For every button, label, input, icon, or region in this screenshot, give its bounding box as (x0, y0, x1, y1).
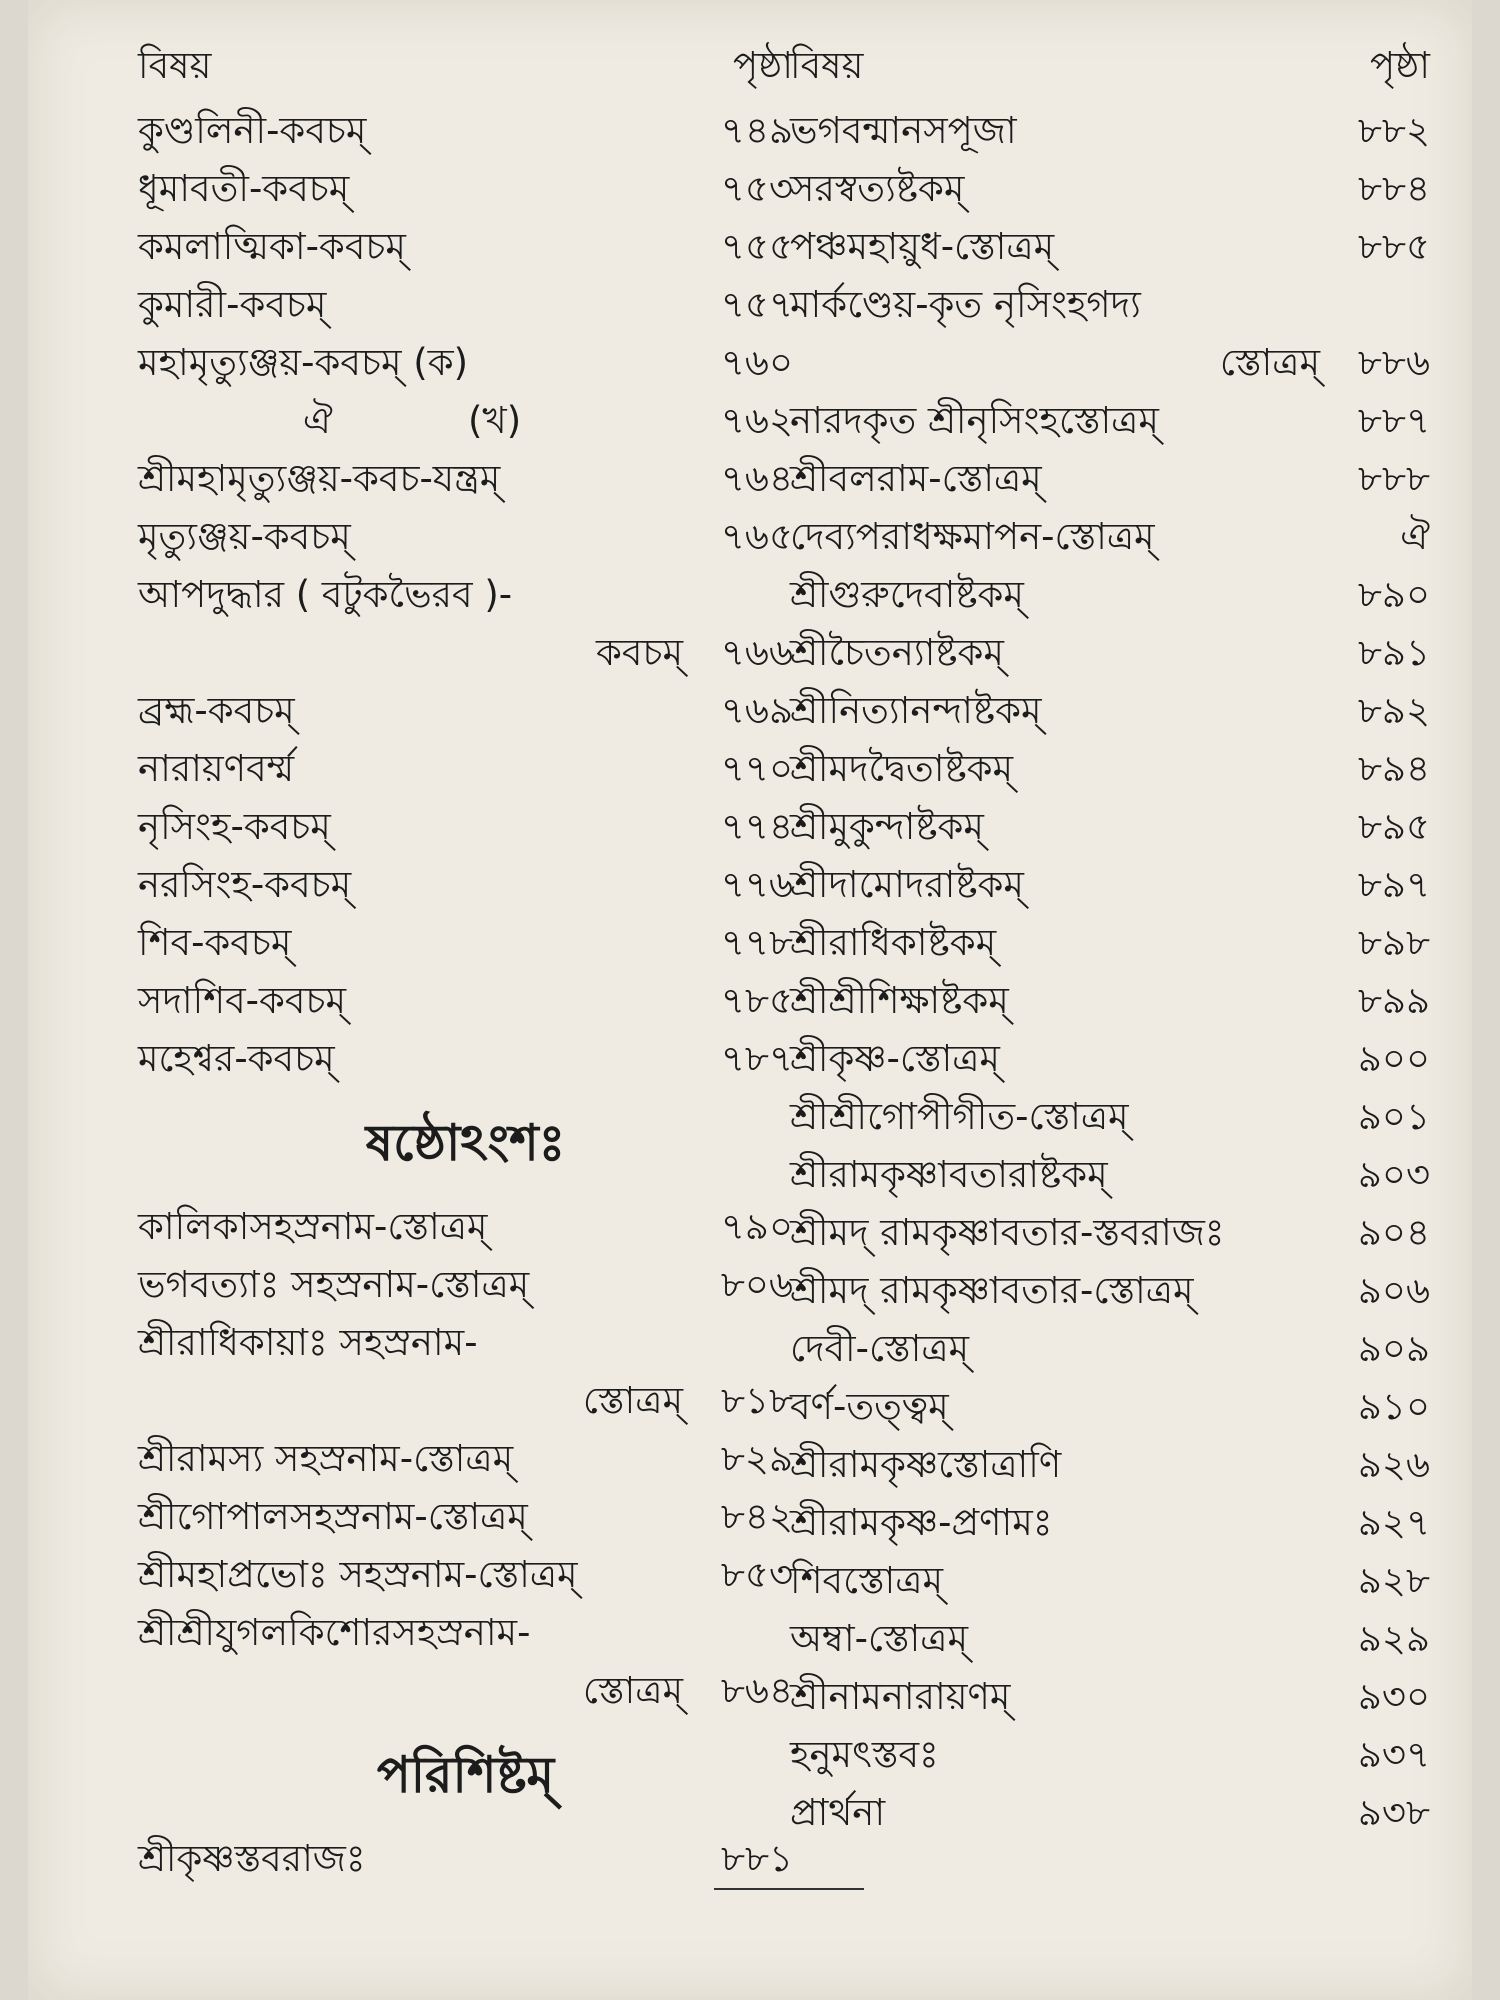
toc-entry (790, 856, 1430, 914)
entry-title: শ্রীনিত্যানন্দাষ্টকম্ (790, 689, 1042, 732)
section-heading (138, 1720, 793, 1830)
entry-page: ৭৬২ (720, 399, 793, 442)
toc-entry (790, 276, 1430, 334)
entry-page: ৯২৬ (1357, 1443, 1430, 1486)
entry-title: শিবস্তোত্রম্ (790, 1559, 944, 1602)
entry-page: ৮৮৮ (1357, 457, 1430, 500)
left-column (138, 30, 793, 1888)
entry-title: শ্রীকৃষ্ণস্তবরাজঃ (138, 1837, 366, 1880)
entry-title: প্রার্থনা (790, 1791, 886, 1834)
entry-page: ৯২৮ (1357, 1559, 1430, 1602)
toc-entry (790, 1436, 1430, 1494)
toc-entry-continuation (138, 1662, 793, 1720)
toc-entry (790, 508, 1430, 566)
entry-page: ৯০৬ (1357, 1269, 1430, 1312)
entry-page: ৯০৪ (1357, 1211, 1430, 1254)
toc-entry (790, 1378, 1430, 1436)
entry-page: ৯৩৭ (1357, 1733, 1430, 1776)
toc-entry (790, 1726, 1430, 1784)
entry-page: ৮৯৪ (1357, 747, 1430, 790)
entry-page: ৮৮১ (720, 1837, 793, 1880)
toc-entry (790, 1320, 1430, 1378)
entry-title: শ্রীমদদ্বৈতাষ্টকম্ (790, 747, 1014, 790)
toc-entry (138, 1314, 793, 1372)
entry-title: মার্কণ্ডেয়-কৃত নৃসিংহগদ্য (790, 283, 1141, 326)
toc-entry (790, 914, 1430, 972)
entry-title: শ্রীনামনারায়ণম্ (790, 1675, 1011, 1718)
entry-title: শ্রীমদ্ রামকৃষ্ণাবতার-স্তবরাজঃ (790, 1211, 1225, 1254)
entry-title: শ্রীগোপালসহস্রনাম-স্তোত্রম্ (138, 1495, 528, 1538)
entry-page: ৯০৯ (1357, 1327, 1430, 1370)
toc-entry (790, 682, 1430, 740)
entry-title: শ্রীরামস্য সহস্রনাম-স্তোত্রম্ (138, 1437, 514, 1480)
toc-entry (138, 160, 793, 218)
entry-title: শ্রীচৈতন্যাষ্টকম্ (790, 631, 1004, 674)
entry-title: হনুমৎস্তবঃ (790, 1733, 939, 1776)
subject-heading: বিষয় (790, 44, 864, 87)
toc-entry (790, 218, 1430, 276)
right-column (790, 30, 1430, 1842)
toc-entry (138, 334, 793, 392)
page-heading: পৃষ্ঠা (733, 44, 793, 87)
entry-page: ৮৫৩ (720, 1553, 793, 1596)
toc-entry (790, 566, 1430, 624)
entry-page: ৮৮৬ (1357, 341, 1430, 384)
toc-entry (138, 276, 793, 334)
toc-entry (138, 508, 793, 566)
entry-page: ৮৬৪ (720, 1669, 793, 1712)
entry-page: ৭৯০ (720, 1205, 793, 1248)
toc-entry (790, 972, 1430, 1030)
toc-entry (790, 740, 1430, 798)
entry-title: শ্রীমহাপ্রভোঃ সহস্রনাম-স্তোত্রম্ (138, 1553, 578, 1596)
entry-page: ৮৯৮ (1357, 921, 1430, 964)
toc-entry (138, 1604, 793, 1662)
entry-page: ৮০৬ (720, 1263, 793, 1306)
entry-title: সরস্বত্যষ্টকম্ (790, 167, 965, 210)
toc-entry (138, 1430, 793, 1488)
toc-entry (790, 624, 1430, 682)
entry-page: ৭৬৫ (720, 515, 793, 558)
toc-entry (138, 856, 793, 914)
toc-entry (790, 1784, 1430, 1842)
entry-page: ৭৭৮ (720, 921, 793, 964)
entry-title: শ্রীশ্রীশিক্ষাষ্টকম্ (790, 979, 1009, 1022)
entry-title: শ্রীশ্রীগোপীগীত-স্তোত্রম্ (790, 1095, 1129, 1138)
entry-title: ভগবন্মানসপূজা (790, 109, 1017, 152)
entry-page: ৭৮৫ (720, 979, 793, 1022)
entry-title: শ্রীগুরুদেবাষ্টকম্ (790, 573, 1024, 616)
entry-page: ঐ (1400, 515, 1430, 558)
toc-entry (790, 1146, 1430, 1204)
entry-page: ৭৪৯ (720, 109, 793, 152)
entry-title: কমলাত্মিকা-কবচম্ (138, 225, 406, 268)
entry-page: ৮৯৯ (1357, 979, 1430, 1022)
subject-heading: বিষয় (138, 44, 212, 87)
toc-entry (138, 682, 793, 740)
entry-page: ৭৬৪ (720, 457, 793, 500)
entry-title: কুমারী-কবচম্ (138, 283, 327, 326)
entry-page: ৭৫৫ (720, 225, 793, 268)
toc-entry (790, 1204, 1430, 1262)
toc-entry (138, 1488, 793, 1546)
entry-page: ৯৩০ (1357, 1675, 1430, 1718)
toc-entry (790, 450, 1430, 508)
entry-title: নারদকৃত শ্রীনৃসিংহস্তোত্রম্ (790, 399, 1159, 442)
entry-page: ৮৮৪ (1357, 167, 1430, 210)
entry-title: শ্রীরামকৃষ্ণস্তোত্রাণি (790, 1443, 1062, 1486)
entry-title: নারায়ণবর্ম্ম (138, 747, 295, 790)
entry-title: মৃত্যুঞ্জয়-কবচম্ (138, 515, 351, 558)
entry-title: নরসিংহ-কবচম্ (138, 863, 352, 906)
entry-title: শ্রীমহামৃত্যুঞ্জয়-কবচ-যন্ত্রম্ (138, 457, 501, 500)
toc-entry (790, 160, 1430, 218)
entry-title: দেব্যপরাধক্ষমাপন-স্তোত্রম্ (790, 515, 1155, 558)
toc-entry (138, 972, 793, 1030)
toc-entry (790, 798, 1430, 856)
entry-page: ৮৯০ (1357, 573, 1430, 616)
entry-page: ৭৮৭ (720, 1037, 793, 1080)
entry-page: ৮১৮ (720, 1379, 793, 1422)
entry-title: শ্রীমুকুন্দাষ্টকম্ (790, 805, 984, 848)
toc-entry (790, 102, 1430, 160)
entry-title: পঞ্চমহায়ুধ-স্তোত্রম্ (790, 225, 1055, 268)
entry-title: শ্রীরামকৃষ্ণাবতারাষ্টকম্ (790, 1153, 1108, 1196)
entry-page: ৮৯৭ (1357, 863, 1430, 906)
entry-page: ৮৯২ (1357, 689, 1430, 732)
toc-entry (138, 102, 793, 160)
entry-title: কালিকাসহস্রনাম-স্তোত্রম্ (138, 1205, 488, 1248)
toc-entry-continuation (138, 1372, 793, 1430)
toc-entry (138, 1546, 793, 1604)
entry-page: ৭৫৭ (720, 283, 793, 326)
entry-page: ৯০৩ (1357, 1153, 1430, 1196)
entry-page: ৭৬৯ (720, 689, 793, 732)
toc-entry (138, 1198, 793, 1256)
toc-entry (138, 798, 793, 856)
entry-page: ৭৬৬ (720, 631, 793, 674)
entry-title: মহেশ্বর-কবচম্ (138, 1037, 335, 1080)
entry-title: শ্রীমদ্ রামকৃষ্ণাবতার-স্তোত্রম্ (790, 1269, 1194, 1312)
entry-page: ৯০১ (1357, 1095, 1430, 1138)
entry-page: ৯১০ (1357, 1385, 1430, 1428)
entry-title: শ্রীরাধিকায়াঃ সহস্রনাম- (138, 1321, 478, 1364)
toc-entry (138, 914, 793, 972)
entry-title: শ্রীশ্রীযুগলকিশোরসহস্রনাম- (138, 1611, 531, 1654)
entry-page: ৭৫৩ (720, 167, 793, 210)
entry-page: ৮৮৭ (1357, 399, 1430, 442)
entry-title: স্তোত্রম্ (1219, 341, 1320, 384)
entry-title: স্তোত্রম্ (582, 1669, 683, 1712)
toc-entry (790, 1088, 1430, 1146)
ditto-mark: ঐ (303, 399, 333, 442)
entry-sub-label: (খ) (468, 399, 522, 442)
entry-page: ৭৭৬ (720, 863, 793, 906)
entry-page: ৮৮২ (1357, 109, 1430, 152)
entry-page: ৮৮৫ (1357, 225, 1430, 268)
entry-title: কুণ্ডলিনী-কবচম্ (138, 109, 367, 152)
toc-entry (790, 1494, 1430, 1552)
entry-page: ৯২৭ (1357, 1501, 1430, 1544)
toc-entry-continuation (138, 624, 793, 682)
entry-title: আপদুদ্ধার ( বটুকভৈরব )- (138, 573, 513, 616)
entry-page: ৯২৯ (1357, 1617, 1430, 1660)
toc-entry (138, 392, 793, 450)
toc-entry (790, 1262, 1430, 1320)
entry-title: মহামৃত্যুঞ্জয়-কবচম্ (ক) (138, 341, 469, 384)
entry-title: শিব-কবচম্ (138, 921, 292, 964)
entry-title: স্তোত্রম্ (582, 1379, 683, 1422)
entry-title: শ্রীরামকৃষ্ণ-প্রণামঃ (790, 1501, 1053, 1544)
entry-page: ৮২৯ (720, 1437, 793, 1480)
toc-entry (138, 740, 793, 798)
toc-entry (790, 392, 1430, 450)
section-heading (138, 1088, 793, 1198)
entry-page: ৮৯১ (1357, 631, 1430, 674)
entry-title: শ্রীদামোদরাষ্টকম্ (790, 863, 1024, 906)
section-title: পরিশিষ্টম্ (376, 1746, 555, 1804)
entry-title: ধূমাবতী-কবচম্ (138, 167, 350, 210)
entry-title: নৃসিংহ-কবচম্ (138, 805, 331, 848)
column-header (790, 30, 1430, 102)
toc-entry (790, 1610, 1430, 1668)
entry-title: শ্রীরাধিকাষ্টকম্ (790, 921, 997, 964)
toc-entry (138, 566, 793, 624)
toc-entry (790, 1030, 1430, 1088)
toc-entry (790, 1552, 1430, 1610)
entry-title: বর্ণ-তত্ত্বম্ (790, 1385, 949, 1428)
toc-entry-continuation (790, 334, 1430, 392)
entry-page: ৮৯৫ (1357, 805, 1430, 848)
column-header (138, 30, 793, 102)
entry-title: সদাশিব-কবচম্ (138, 979, 347, 1022)
toc-entry (138, 1830, 793, 1888)
entry-title: দেবী-স্তোত্রম্ (790, 1327, 970, 1370)
entry-title: অম্বা-স্তোত্রম্ (790, 1617, 968, 1660)
end-rule (714, 1888, 864, 1890)
entry-title: শ্রীকৃষ্ণ-স্তোত্রম্ (790, 1037, 1000, 1080)
entry-page: ৯৩৮ (1357, 1791, 1430, 1834)
toc-entry (138, 218, 793, 276)
toc-entry (138, 1256, 793, 1314)
entry-page: ৭৭৪ (720, 805, 793, 848)
entry-title: কবচম্ (596, 631, 683, 674)
toc-entry (138, 1030, 793, 1088)
entry-page: ৮৪২ (720, 1495, 793, 1538)
toc-entry (138, 450, 793, 508)
entry-title: ভগবত্যাঃ সহস্রনাম-স্তোত্রম্ (138, 1263, 530, 1306)
toc-entry (790, 1668, 1430, 1726)
entry-page: ৯০০ (1357, 1037, 1430, 1080)
entry-page: ৭৬০ (720, 341, 793, 384)
entry-title: ব্রহ্ম-কবচম্ (138, 689, 295, 732)
entry-title: শ্রীবলরাম-স্তোত্রম্ (790, 457, 1042, 500)
book-page (28, 0, 1472, 2000)
entry-page: ৭৭০ (720, 747, 793, 790)
page-heading: পৃষ্ঠা (1370, 44, 1430, 87)
section-title: ষষ্ঠোঽংশঃ (365, 1114, 566, 1172)
